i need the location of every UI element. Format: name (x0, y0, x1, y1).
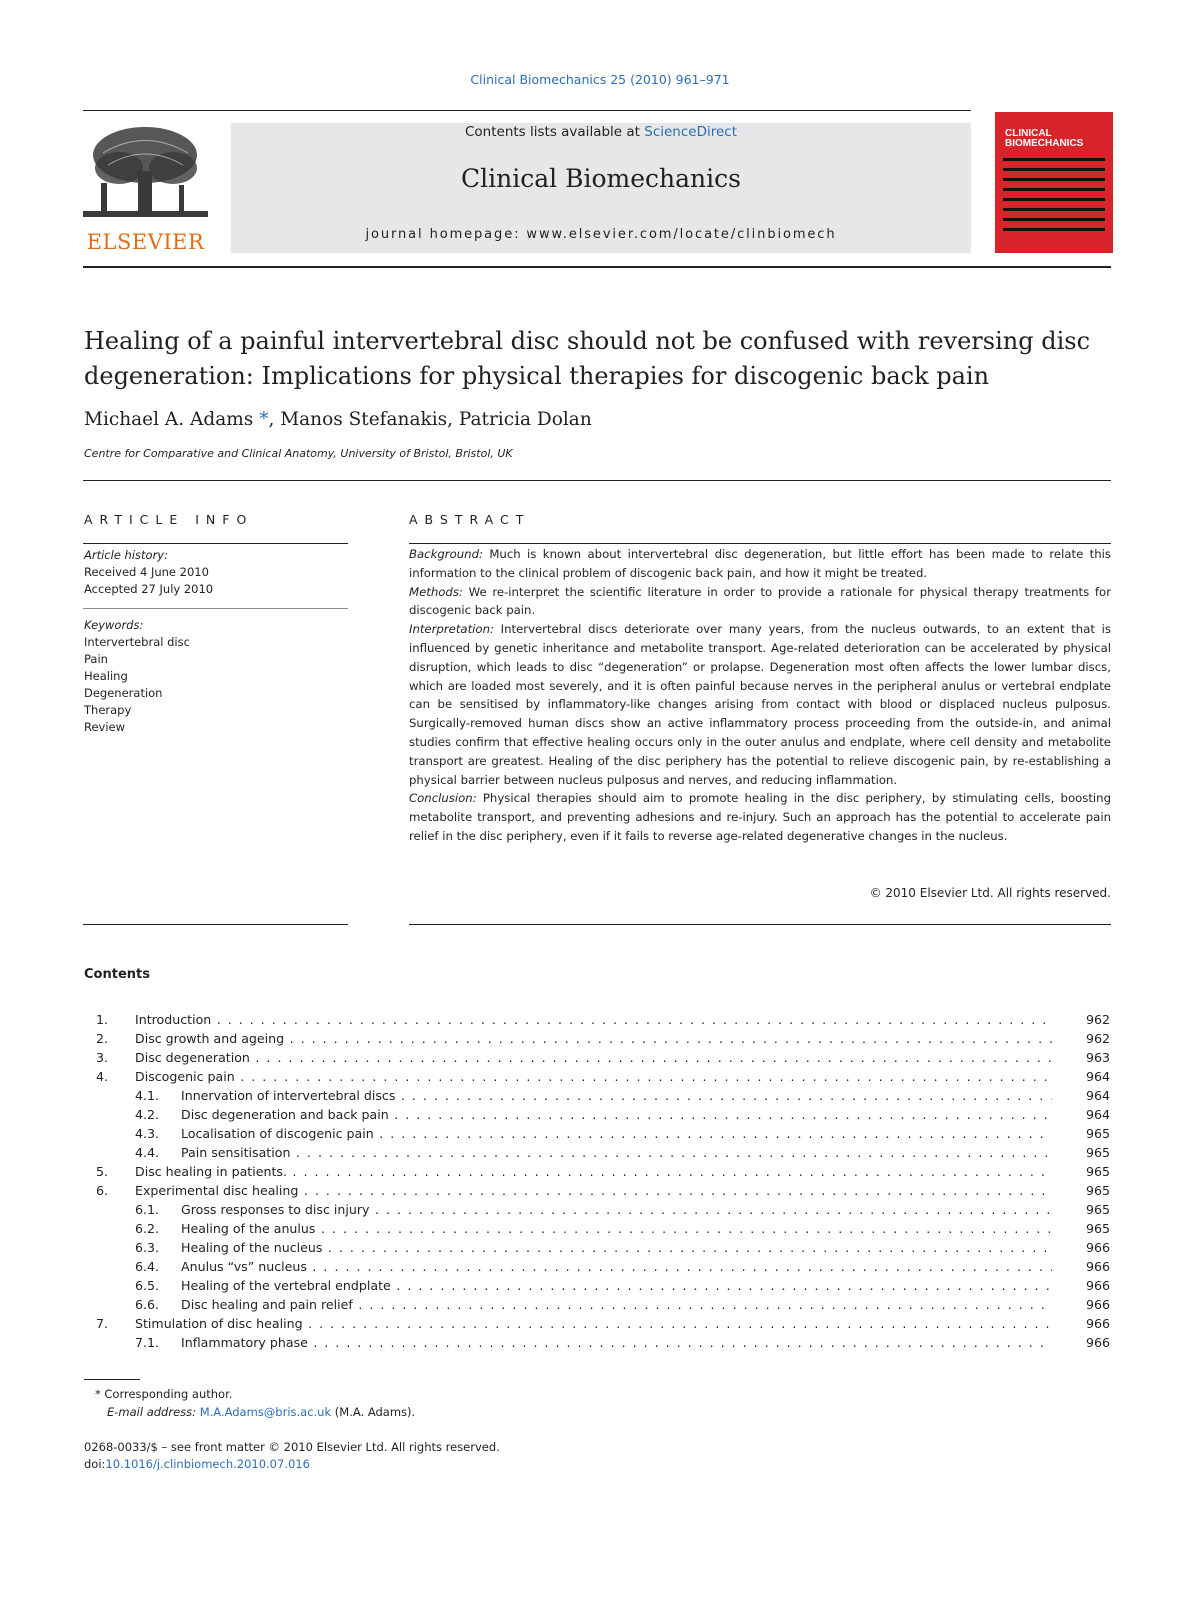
toc-entry-page: 963 (1070, 1048, 1110, 1067)
abstract-heading: ABSTRACT (409, 512, 531, 527)
toc-entry-title[interactable]: Experimental disc healing . . . (135, 1181, 1052, 1200)
toc-entry[interactable] (84, 1333, 1112, 1352)
abstract-copyright: © 2010 Elsevier Ltd. All rights reserved. (869, 886, 1111, 900)
cover-stripe (1003, 168, 1105, 171)
article-info-heading: ARTICLE INFO (84, 512, 254, 527)
author-names-rest: , Manos Stefanakis, Patricia Dolan (268, 409, 592, 430)
contents-available (231, 124, 971, 140)
keyword: Healing (84, 669, 128, 683)
section-rule (83, 480, 1111, 481)
doi-line (84, 1457, 310, 1471)
toc-entry-title[interactable]: Healing of the anulus . . . (181, 1219, 1052, 1238)
cover-title-line2: BIOMECHANICS (1005, 138, 1084, 149)
toc-entry-page: 966 (1070, 1333, 1110, 1352)
toc-entry-number: 6.2. (135, 1221, 160, 1236)
abstract-conclusion-label: Conclusion: (409, 791, 477, 806)
toc-entry-number: 4.1. (135, 1088, 160, 1103)
keywords-block (84, 617, 349, 736)
abstract-interpretation-label: Interpretation: (409, 622, 494, 637)
toc-entry[interactable] (84, 1010, 1112, 1029)
keyword: Therapy (84, 703, 132, 717)
toc-entry-title[interactable]: Inflammatory phase . . . (181, 1333, 1052, 1352)
journal-homepage[interactable]: journal homepage: www.elsevier.com/locate/clinbiomech (365, 227, 837, 242)
history-label: Article history: (84, 548, 168, 562)
cover-stripe (1003, 228, 1105, 231)
toc-entry-page: 964 (1070, 1105, 1110, 1124)
toc-entry-title[interactable]: Anulus “vs” nucleus . . . (181, 1257, 1052, 1276)
abstract-methods (409, 583, 1111, 621)
toc-entry-title[interactable]: Introduction . . . (135, 1010, 1052, 1029)
toc-entry-page: 966 (1070, 1238, 1110, 1257)
toc-entry-page: 965 (1070, 1162, 1110, 1181)
toc-entry[interactable] (84, 1162, 1112, 1181)
toc-entry-title[interactable]: Localisation of discogenic pain . . . (181, 1124, 1052, 1143)
cover-stripe (1003, 178, 1105, 181)
toc-entry-title[interactable]: Disc degeneration . . . (135, 1048, 1052, 1067)
toc-entry[interactable] (84, 1238, 1112, 1257)
header-rule-bottom (83, 266, 1111, 268)
cover-title (1005, 129, 1105, 149)
toc-entry-page: 964 (1070, 1086, 1110, 1105)
doi-prefix: doi: (84, 1457, 106, 1471)
email-note (107, 1405, 415, 1419)
doi-link[interactable]: 10.1016/j.clinbiomech.2010.07.016 (105, 1457, 310, 1471)
toc-entry-number: 6.1. (135, 1202, 160, 1217)
affiliation: Centre for Comparative and Clinical Anatomy, University of Bristol, Bristol, UK (84, 447, 513, 460)
contents-heading: Contents (84, 967, 150, 982)
toc-entry[interactable] (84, 1219, 1112, 1238)
abstract-conclusion-text: Physical therapies should aim to promote healing in the disc periphery, by stimulating cells, boosting metabolite transport, and preventing adhesions and re-injury. Such an approach has the potential to accelerate pain relief in the disc periphery, even if it fails to reverse age-related degenerative changes in the nucleus. (409, 791, 1111, 843)
abstract-body (409, 545, 1111, 846)
toc-entry-page: 964 (1070, 1067, 1110, 1086)
article-history (84, 547, 349, 598)
abstract-interpretation (409, 620, 1111, 789)
keywords-label: Keywords: (84, 618, 144, 632)
footnote-mark: * (95, 1387, 101, 1401)
keyword: Review (84, 720, 126, 734)
toc-entry[interactable] (84, 1029, 1112, 1048)
toc-entry[interactable] (84, 1257, 1112, 1276)
abstract-conclusion (409, 789, 1111, 845)
toc-entry-number: 4.2. (135, 1107, 160, 1122)
abstract-background (409, 545, 1111, 583)
toc-entry-number: 4.3. (135, 1126, 160, 1141)
email-link[interactable]: M.A.Adams@bris.ac.uk (199, 1405, 332, 1419)
toc-entry-title[interactable]: Disc healing in patients. . . . (135, 1162, 1052, 1181)
toc-entry[interactable] (84, 1067, 1112, 1086)
toc-entry[interactable] (84, 1105, 1112, 1124)
header-rule-top (83, 110, 971, 111)
toc-entry-number: 4. (96, 1069, 109, 1084)
toc-entry-title[interactable]: Stimulation of disc healing . . . (135, 1314, 1052, 1333)
toc-entry-title[interactable]: Healing of the vertebral endplate . . . (181, 1276, 1052, 1295)
corresponding-author-text: Corresponding author. (104, 1387, 233, 1401)
article-info-rule (83, 543, 348, 544)
abstract-methods-label: Methods: (409, 584, 463, 599)
article-info-divider (83, 608, 348, 609)
received-date: Received 4 June 2010 (84, 565, 209, 579)
article-info-rule-bottom (83, 924, 348, 925)
accepted-date: Accepted 27 July 2010 (84, 582, 214, 596)
footnote-rule (84, 1379, 140, 1380)
toc-entry-page: 962 (1070, 1010, 1110, 1029)
toc-entry-page: 966 (1070, 1295, 1110, 1314)
toc-entry[interactable] (84, 1314, 1112, 1333)
abstract-rule-bottom (409, 924, 1111, 925)
toc-entry-number: 5. (96, 1164, 109, 1179)
toc-entry-title[interactable]: Disc growth and ageing . . . (135, 1029, 1052, 1048)
toc-entry-title[interactable]: Gross responses to disc injury . . . (181, 1200, 1052, 1219)
toc-entry-number: 3. (96, 1050, 109, 1065)
author-list (84, 409, 592, 430)
toc-entry-page: 965 (1070, 1181, 1110, 1200)
author-name: Michael A. Adams (84, 409, 254, 430)
cover-stripe (1003, 198, 1105, 201)
toc-entry-title[interactable]: Disc degeneration and back pain . . . (181, 1105, 1052, 1124)
toc-entry-page: 965 (1070, 1219, 1110, 1238)
toc-entry-number: 6.6. (135, 1297, 160, 1312)
toc-entry-title[interactable]: Innervation of intervertebral discs . . . (181, 1086, 1052, 1105)
toc-entry-title[interactable]: Discogenic pain . . . (135, 1067, 1052, 1086)
toc-entry-number: 4.4. (135, 1145, 160, 1160)
abstract-background-label: Background: (409, 547, 483, 561)
publisher-logo-text: ELSEVIER (86, 230, 205, 254)
toc-entry-page: 965 (1070, 1200, 1110, 1219)
toc-entry-page: 966 (1070, 1314, 1110, 1333)
article-title-line1: Healing of a painful intervertebral disc should not be confused with reversing disc (84, 327, 1091, 355)
cover-title-line1: CLINICAL (1005, 128, 1052, 139)
toc-entry[interactable] (84, 1276, 1112, 1295)
contents-available-text: Contents lists available at (464, 124, 645, 140)
toc-entry[interactable] (84, 1086, 1112, 1105)
table-of-contents (84, 1010, 1112, 1352)
toc-entry-number: 7. (96, 1316, 109, 1331)
abstract-rule (409, 543, 1111, 544)
toc-entry[interactable] (84, 1200, 1112, 1219)
toc-entry-number: 7.1. (135, 1335, 160, 1350)
toc-entry[interactable] (84, 1295, 1112, 1314)
toc-entry-number: 6. (96, 1183, 109, 1198)
cover-stripe (1003, 208, 1105, 211)
keyword: Degeneration (84, 686, 163, 700)
toc-entry-page: 966 (1070, 1276, 1110, 1295)
journal-citation[interactable]: Clinical Biomechanics 25 (2010) 961–971 (470, 72, 730, 87)
toc-entry-title[interactable]: Pain sensitisation . . . (181, 1143, 1052, 1162)
toc-entry-number: 2. (96, 1031, 109, 1046)
abstract-background-text: Much is known about intervertebral disc degeneration, but little effort has been made to relate this information to the clinical problem of discogenic back pain, and how it might be treated. (409, 547, 1111, 580)
keyword: Intervertebral disc (84, 635, 190, 649)
toc-entry-title[interactable]: Disc healing and pain relief . . . (181, 1295, 1052, 1314)
abstract-interpretation-text: Intervertebral discs deteriorate over many years, from the nucleus outwards, to an extent that is influenced by genetic inheritance and metabolite transport. Age-related deterioration can be accelerated by physical disruption, which leads to disc “degeneration” or prolapse. Degeneration most often affects the lower lumbar discs, which are loaded most severely, and it is often painful because nerves in the peripheral anulus or vertebral endplate can be sensitised by inflammatory-like changes arising from contact with blood or displaced nucleus pulposus. Surgically-removed human discs show an active inflammatory process proceeding from the outside-in, and animal studies confirm that effective healing occurs only in the outer anulus and endplate, where cell density and metabolite transport are greatest. Healing of the disc periphery has the potential to relieve discogenic pain, by re-establishing a physical barrier between nucleus pulposus and nerves, and reducing inflammation. (409, 622, 1111, 787)
toc-entry-page: 966 (1070, 1257, 1110, 1276)
keyword: Pain (84, 652, 108, 666)
sciencedirect-link[interactable]: ScienceDirect (644, 124, 738, 140)
toc-entry-number: 6.3. (135, 1240, 160, 1255)
toc-entry[interactable] (84, 1181, 1112, 1200)
email-suffix: (M.A. Adams). (331, 1405, 416, 1419)
toc-entry[interactable] (84, 1048, 1112, 1067)
elsevier-tree-logo (83, 123, 208, 223)
corresponding-author-note (95, 1387, 232, 1401)
cover-stripe (1003, 158, 1105, 161)
toc-entry[interactable] (84, 1143, 1112, 1162)
toc-entry-page: 965 (1070, 1124, 1110, 1143)
toc-entry-title[interactable]: Healing of the nucleus . . . (181, 1238, 1052, 1257)
email-label: E-mail address: (107, 1405, 197, 1419)
cover-stripe (1003, 188, 1105, 191)
toc-entry[interactable] (84, 1124, 1112, 1143)
toc-entry-number: 6.5. (135, 1278, 160, 1293)
toc-entry-page: 962 (1070, 1029, 1110, 1048)
corresponding-author-mark[interactable]: * (259, 409, 269, 430)
article-title (84, 324, 1124, 394)
journal-cover-thumbnail (995, 112, 1113, 253)
toc-entry-number: 1. (96, 1012, 109, 1027)
article-title-line2: degeneration: Implications for physical therapies for discogenic back pain (84, 362, 990, 390)
toc-entry-page: 965 (1070, 1143, 1110, 1162)
issn-line: 0268-0033/$ – see front matter © 2010 Elsevier Ltd. All rights reserved. (84, 1440, 500, 1454)
toc-entry-number: 6.4. (135, 1259, 160, 1274)
abstract-methods-text: We re-interpret the scientific literature in order to provide a rationale for physical therapy treatments for discogenic back pain. (409, 584, 1111, 618)
cover-stripe (1003, 218, 1105, 221)
journal-name: Clinical Biomechanics (461, 164, 741, 193)
